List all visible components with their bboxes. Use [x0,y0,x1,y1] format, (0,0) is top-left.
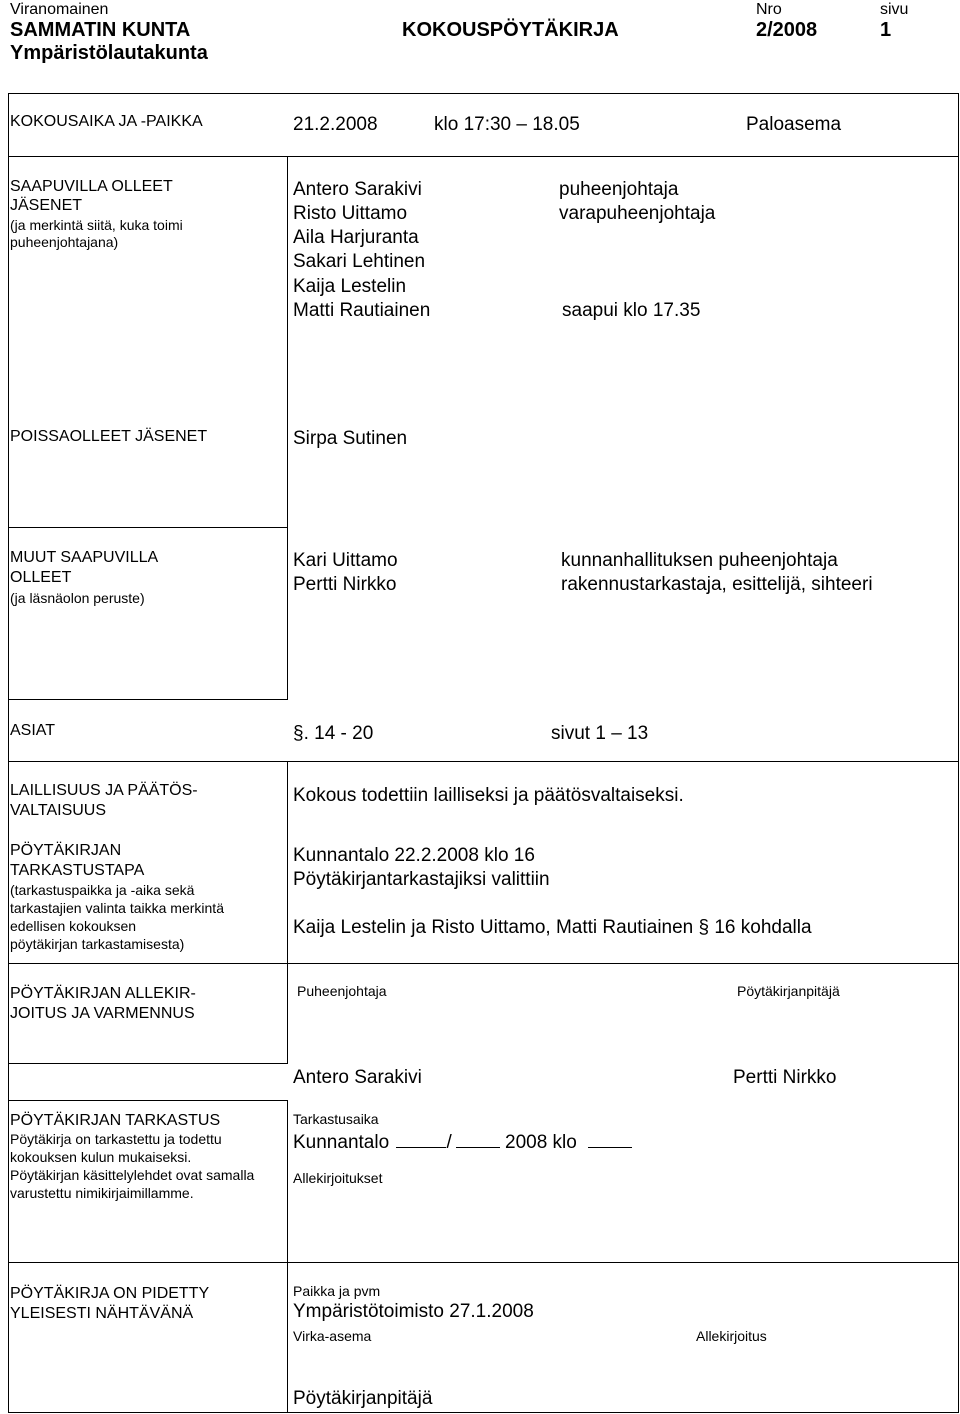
inspection-label: PÖYTÄKIRJAN TARKASTUS [10,1112,221,1129]
row-divider [8,699,288,700]
member-name: Matti Rautiainen [293,300,431,321]
others-label: OLLEET [10,569,72,586]
signature-label: Allekirjoitus [696,1328,767,1344]
inspection-year: 2008 klo [505,1132,577,1153]
inspection-time-line [293,1129,632,1154]
inspection-time-label: Tarkastusaika [293,1111,379,1127]
legality-label: VALTAISUUS [10,802,107,819]
authority-label: Viranomainen [10,1,109,18]
month-blank[interactable] [456,1129,500,1148]
inspection-note: kokouksen kulun mukaiseksi. [10,1149,192,1165]
number-value: 2/2008 [756,19,818,41]
member-role: varapuheenjohtaja [559,203,716,224]
position-value: Pöytäkirjanpitäjä [293,1388,433,1409]
meeting-date: 21.2.2008 [293,114,378,135]
items-label: ASIAT [10,722,56,739]
chair-label: Puheenjohtaja [297,983,387,999]
inspection-place: Kunnantalo [293,1132,390,1153]
signatures-label: Allekirjoitukset [293,1170,383,1186]
chair-name: Antero Sarakivi [293,1067,422,1088]
inspection-method-label: TARKASTUSTAPA [10,862,145,879]
absent-names: Sirpa Sutinen [293,428,408,449]
present-note: puheenjohtajana) [10,234,119,250]
date-slash: / [446,1132,452,1153]
public-label: YLEISESTI NÄHTÄVÄNÄ [10,1305,194,1322]
day-blank[interactable] [396,1129,446,1148]
meeting-time: klo 17:30 – 18.05 [434,114,580,135]
inspection-method-note: pöytäkirjan tarkastamisesta) [10,936,185,952]
present-note: (ja merkintä siitä, kuka toimi [10,217,183,233]
member-name: Antero Sarakivi [293,179,422,200]
meeting-place: Paloasema [746,114,842,135]
member-name: Risto Uittamo [293,203,408,224]
document-type: KOKOUSPÖYTÄKIRJA [402,19,619,41]
place-date-value: Ympäristötoimisto 27.1.2008 [293,1301,534,1322]
municipality-name: SAMMATIN KUNTA [10,19,191,41]
inspection-method-note: tarkastajien valinta taikka merkintä [10,900,224,916]
meeting-label: KOKOUSAIKA JA -PAIKKA [10,113,203,130]
inspection-method-note: edellisen kokouksen [10,918,137,934]
other-role: kunnanhallituksen puheenjohtaja [561,550,838,571]
member-name: Sakari Lehtinen [293,251,426,272]
present-label: SAAPUVILLA OLLEET [10,178,173,195]
page-label: sivu [880,1,909,18]
legality-label: LAILLISUUS JA PÄÄTÖS- [10,782,198,799]
inspection-method-text: Kunnantalo 22.2.2008 klo 16 [293,845,535,866]
signing-label: JOITUS JA VARMENNUS [10,1005,195,1022]
column-divider [287,527,288,699]
row-divider [8,1063,288,1064]
row-divider [8,1100,288,1101]
column-divider [287,1262,288,1412]
page-value: 1 [880,19,892,41]
row-divider [8,527,288,528]
column-divider [287,1100,288,1262]
row-divider [8,1412,959,1413]
others-label: MUUT SAAPUVILLA [10,549,159,566]
inspection-method-label: PÖYTÄKIRJAN [10,842,122,859]
row-divider [8,156,959,157]
items-range: §. 14 - 20 [293,723,374,744]
inspection-note: Pöytäkirjan käsittelylehdet ovat samalla [10,1167,255,1183]
member-name: Aila Harjuranta [293,227,419,248]
other-role: rakennustarkastaja, esittelijä, sihteeri [561,574,873,595]
public-label: PÖYTÄKIRJA ON PIDETTY [10,1285,210,1302]
row-divider [8,963,959,964]
other-name: Kari Uittamo [293,550,398,571]
signing-label: PÖYTÄKIRJAN ALLEKIR- [10,985,196,1002]
others-note: (ja läsnäolon peruste) [10,590,145,606]
inspection-note: varustettu nimikirjaimillamme. [10,1185,194,1201]
left-border [8,93,9,1413]
member-note: saapui klo 17.35 [562,300,701,321]
other-name: Pertti Nirkko [293,574,397,595]
column-divider [287,761,288,963]
time-blank[interactable] [588,1129,632,1148]
member-role: puheenjohtaja [559,179,679,200]
inspection-method-note: (tarkastuspaikka ja -aika sekä [10,882,195,898]
right-border [958,93,959,1413]
row-divider [8,1262,959,1263]
present-label: JÄSENET [10,197,83,214]
inspectors-text: Kaija Lestelin ja Risto Uittamo, Matti Rautiainen § 16 kohdalla [293,917,812,938]
row-divider [8,93,959,94]
absent-label: POISSAOLLEET JÄSENET [10,428,208,445]
row-divider [8,761,959,762]
position-label: Virka-asema [293,1328,372,1344]
items-pages: sivut 1 – 13 [551,723,649,744]
secretary-label: Pöytäkirjanpitäjä [737,983,840,999]
inspection-note: Pöytäkirja on tarkastettu ja todettu [10,1131,222,1147]
column-divider [287,963,288,1063]
secretary-name: Pertti Nirkko [733,1067,837,1088]
number-label: Nro [756,1,782,18]
column-divider [287,156,288,527]
place-date-label: Paikka ja pvm [293,1283,381,1299]
legality-text: Kokous todettiin lailliseksi ja päätösvaltaiseksi. [293,785,684,806]
board-name: Ympäristölautakunta [10,42,208,64]
inspection-method-text: Pöytäkirjantarkastajiksi valittiin [293,869,550,890]
member-name: Kaija Lestelin [293,276,407,297]
